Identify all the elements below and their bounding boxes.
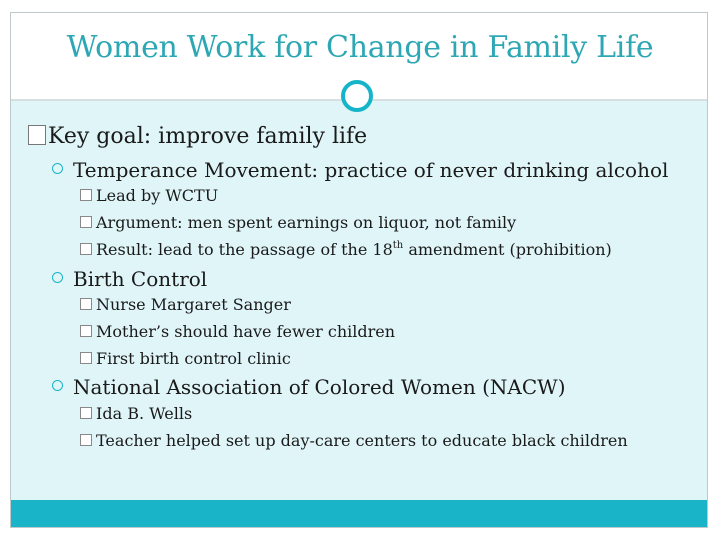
sub-bullet-text-start: Result: lead to the passage of the 18 (96, 240, 393, 259)
sub-bullet-text: Teacher helped set up day-care centers to educate black children (96, 431, 628, 450)
box-bullet-icon (80, 407, 92, 419)
sub-bullet (80, 186, 218, 205)
sub-bullet (80, 322, 395, 341)
box-bullet-icon (80, 352, 92, 364)
key-goal-text: Key goal: improve family life (48, 124, 368, 149)
box-bullet-icon (28, 125, 46, 145)
sub-bullet (80, 240, 612, 259)
circle-bullet-icon (52, 380, 63, 391)
sub-bullet (80, 404, 192, 423)
heading-birth-control: Birth Control (73, 267, 208, 291)
sub-bullet-text: Mother’s should have fewer children (96, 322, 396, 341)
footer-band (11, 500, 707, 527)
box-bullet-icon (80, 434, 92, 446)
bullet-birth-control (52, 267, 207, 291)
sub-bullet-text: Lead by WCTU (96, 186, 219, 205)
circle-bullet-icon (52, 163, 63, 174)
key-goal-line (28, 124, 367, 149)
sub-bullet-text: Ida B. Wells (96, 404, 193, 423)
box-bullet-icon (80, 243, 92, 255)
circle-bullet-icon (52, 272, 63, 283)
sub-bullet-text-end: amendment (prohibition) (403, 240, 612, 259)
ordinal-superscript: th (392, 240, 404, 251)
box-bullet-icon (80, 189, 92, 201)
slide-title: Women Work for Change in Family Life (66, 30, 654, 65)
sub-bullet-text: First birth control clinic (96, 349, 291, 368)
sub-bullet (80, 295, 291, 314)
bullet-nacw (52, 375, 566, 399)
sub-bullet-text: Argument: men spent earnings on liquor, not family (96, 213, 517, 232)
sub-bullet (80, 213, 516, 232)
sub-bullet (80, 431, 628, 450)
sub-bullet (80, 349, 291, 368)
box-bullet-icon (80, 298, 92, 310)
heading-temperance: Temperance Movement: practice of never drinking alcohol (73, 158, 669, 182)
circle-ornament-icon (341, 80, 373, 112)
sub-bullet-text: Nurse Margaret Sanger (96, 295, 291, 314)
bullet-temperance (52, 158, 668, 182)
box-bullet-icon (80, 325, 92, 337)
heading-nacw: National Association of Colored Women (NACW) (73, 375, 566, 399)
box-bullet-icon (80, 216, 92, 228)
